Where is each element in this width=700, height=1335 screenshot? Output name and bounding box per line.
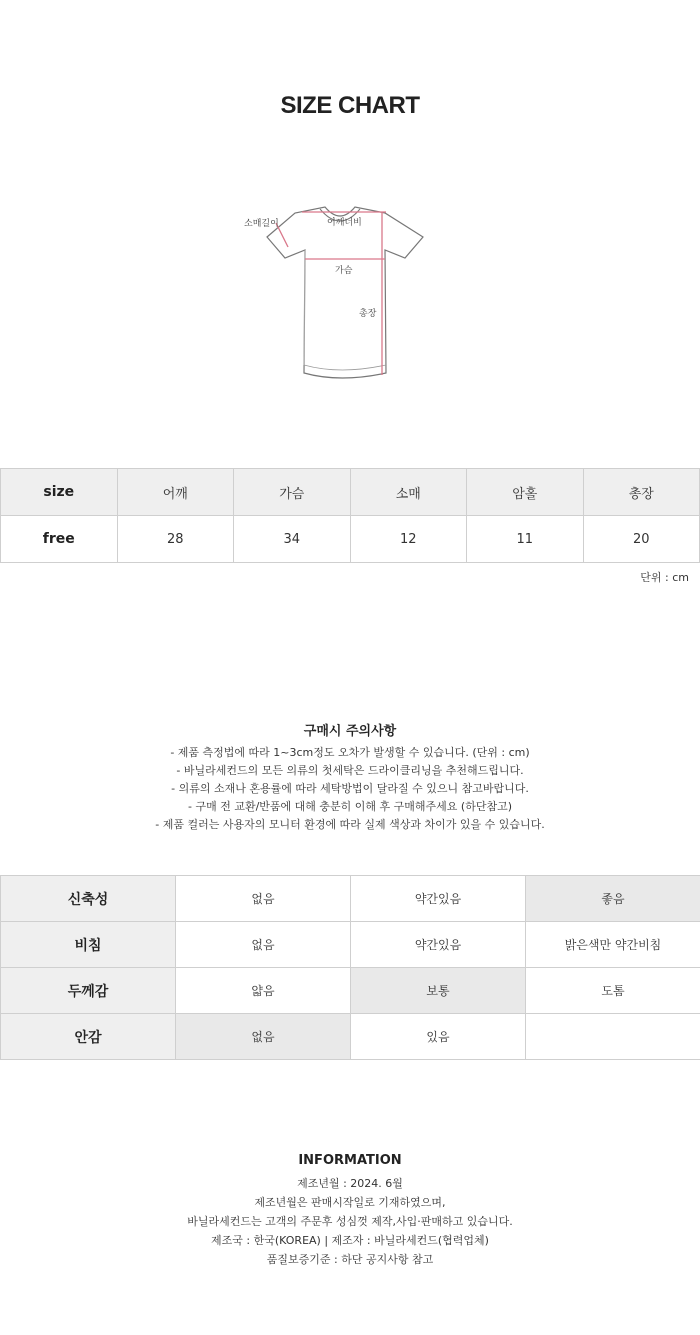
unit-note: 단위 : cm <box>640 571 689 584</box>
table-row <box>1 876 700 922</box>
notice-line: - 바닐라세컨드의 모든 의류의 첫세탁은 드라이클리닝을 추천해드립니다. <box>176 764 524 777</box>
information-list <box>0 1174 700 1269</box>
information-line: 제조년월은 판매시작일로 기재하였으며, <box>254 1196 446 1209</box>
property-option: 없음 <box>176 1014 351 1060</box>
garment-diagram <box>240 195 440 395</box>
size-header-cell: size <box>1 469 118 516</box>
length-label: 총장 <box>359 309 377 319</box>
sleeve-label: 소매길이 <box>244 219 279 229</box>
table-row <box>1 516 700 563</box>
size-table-header-row <box>1 469 700 516</box>
size-value-cell: 34 <box>234 516 351 563</box>
size-header-cell: 총장 <box>583 469 700 516</box>
size-value-cell: 28 <box>117 516 234 563</box>
size-value-cell: free <box>1 516 118 563</box>
property-option: 있음 <box>351 1014 526 1060</box>
size-value-cell: 11 <box>467 516 584 563</box>
size-value-cell: 12 <box>350 516 467 563</box>
property-label-lining: 안감 <box>1 1014 176 1060</box>
shoulder-label: 어깨너비 <box>327 218 362 228</box>
property-option <box>526 1014 700 1060</box>
property-option: 좋음 <box>526 876 700 922</box>
size-header-cell: 암홀 <box>467 469 584 516</box>
size-table <box>0 468 700 563</box>
size-header-cell: 어깨 <box>117 469 234 516</box>
property-option: 밝은색만 약간비침 <box>526 922 700 968</box>
notice-list <box>0 744 700 834</box>
notice-line: - 의류의 소재나 혼용률에 따라 세탁방법이 달라질 수 있으니 참고바랍니다. <box>171 782 529 795</box>
notice-line: - 제품 컬러는 사용자의 모니터 환경에 따라 실제 색상과 차이가 있을 수 있습니다. <box>155 818 545 831</box>
property-label-stretch: 신축성 <box>1 876 176 922</box>
notice-line: - 구매 전 교환/반품에 대해 충분히 이해 후 구매해주세요 (하단참고) <box>187 800 512 813</box>
chest-label: 가슴 <box>335 266 353 276</box>
fabric-properties-table <box>0 875 700 1060</box>
property-option: 얇음 <box>176 968 351 1014</box>
information-line: 품질보증기준 : 하단 공지사항 참고 <box>266 1253 434 1266</box>
size-value-cell: 20 <box>583 516 700 563</box>
property-option: 보통 <box>351 968 526 1014</box>
information-line: 제조국 : 한국(KOREA) | 제조자 : 바닐라세컨드(협력업체) <box>211 1234 489 1247</box>
size-header-cell: 가슴 <box>234 469 351 516</box>
property-option: 약간있음 <box>351 876 526 922</box>
notice-title: 구매시 주의사항 <box>303 724 397 739</box>
table-row <box>1 922 700 968</box>
page-title: SIZE CHART <box>280 92 420 119</box>
table-row <box>1 968 700 1014</box>
property-option: 없음 <box>176 876 351 922</box>
size-header-cell: 소매 <box>350 469 467 516</box>
notice-line: - 제품 측정법에 따라 1~3cm정도 오차가 발생할 수 있습니다. (단위 : cm) <box>170 746 530 759</box>
table-row <box>1 1014 700 1060</box>
property-label-thickness: 두께감 <box>1 968 176 1014</box>
information-title: INFORMATION <box>298 1153 402 1168</box>
property-option: 도톰 <box>526 968 700 1014</box>
information-line: 바닐라세컨드는 고객의 주문후 성심껏 제작,사입·판매하고 있습니다. <box>187 1215 513 1228</box>
information-line: 제조년월 : 2024. 6월 <box>297 1177 403 1190</box>
property-option: 약간있음 <box>351 922 526 968</box>
property-label-sheerness: 비침 <box>1 922 176 968</box>
property-option: 없음 <box>176 922 351 968</box>
